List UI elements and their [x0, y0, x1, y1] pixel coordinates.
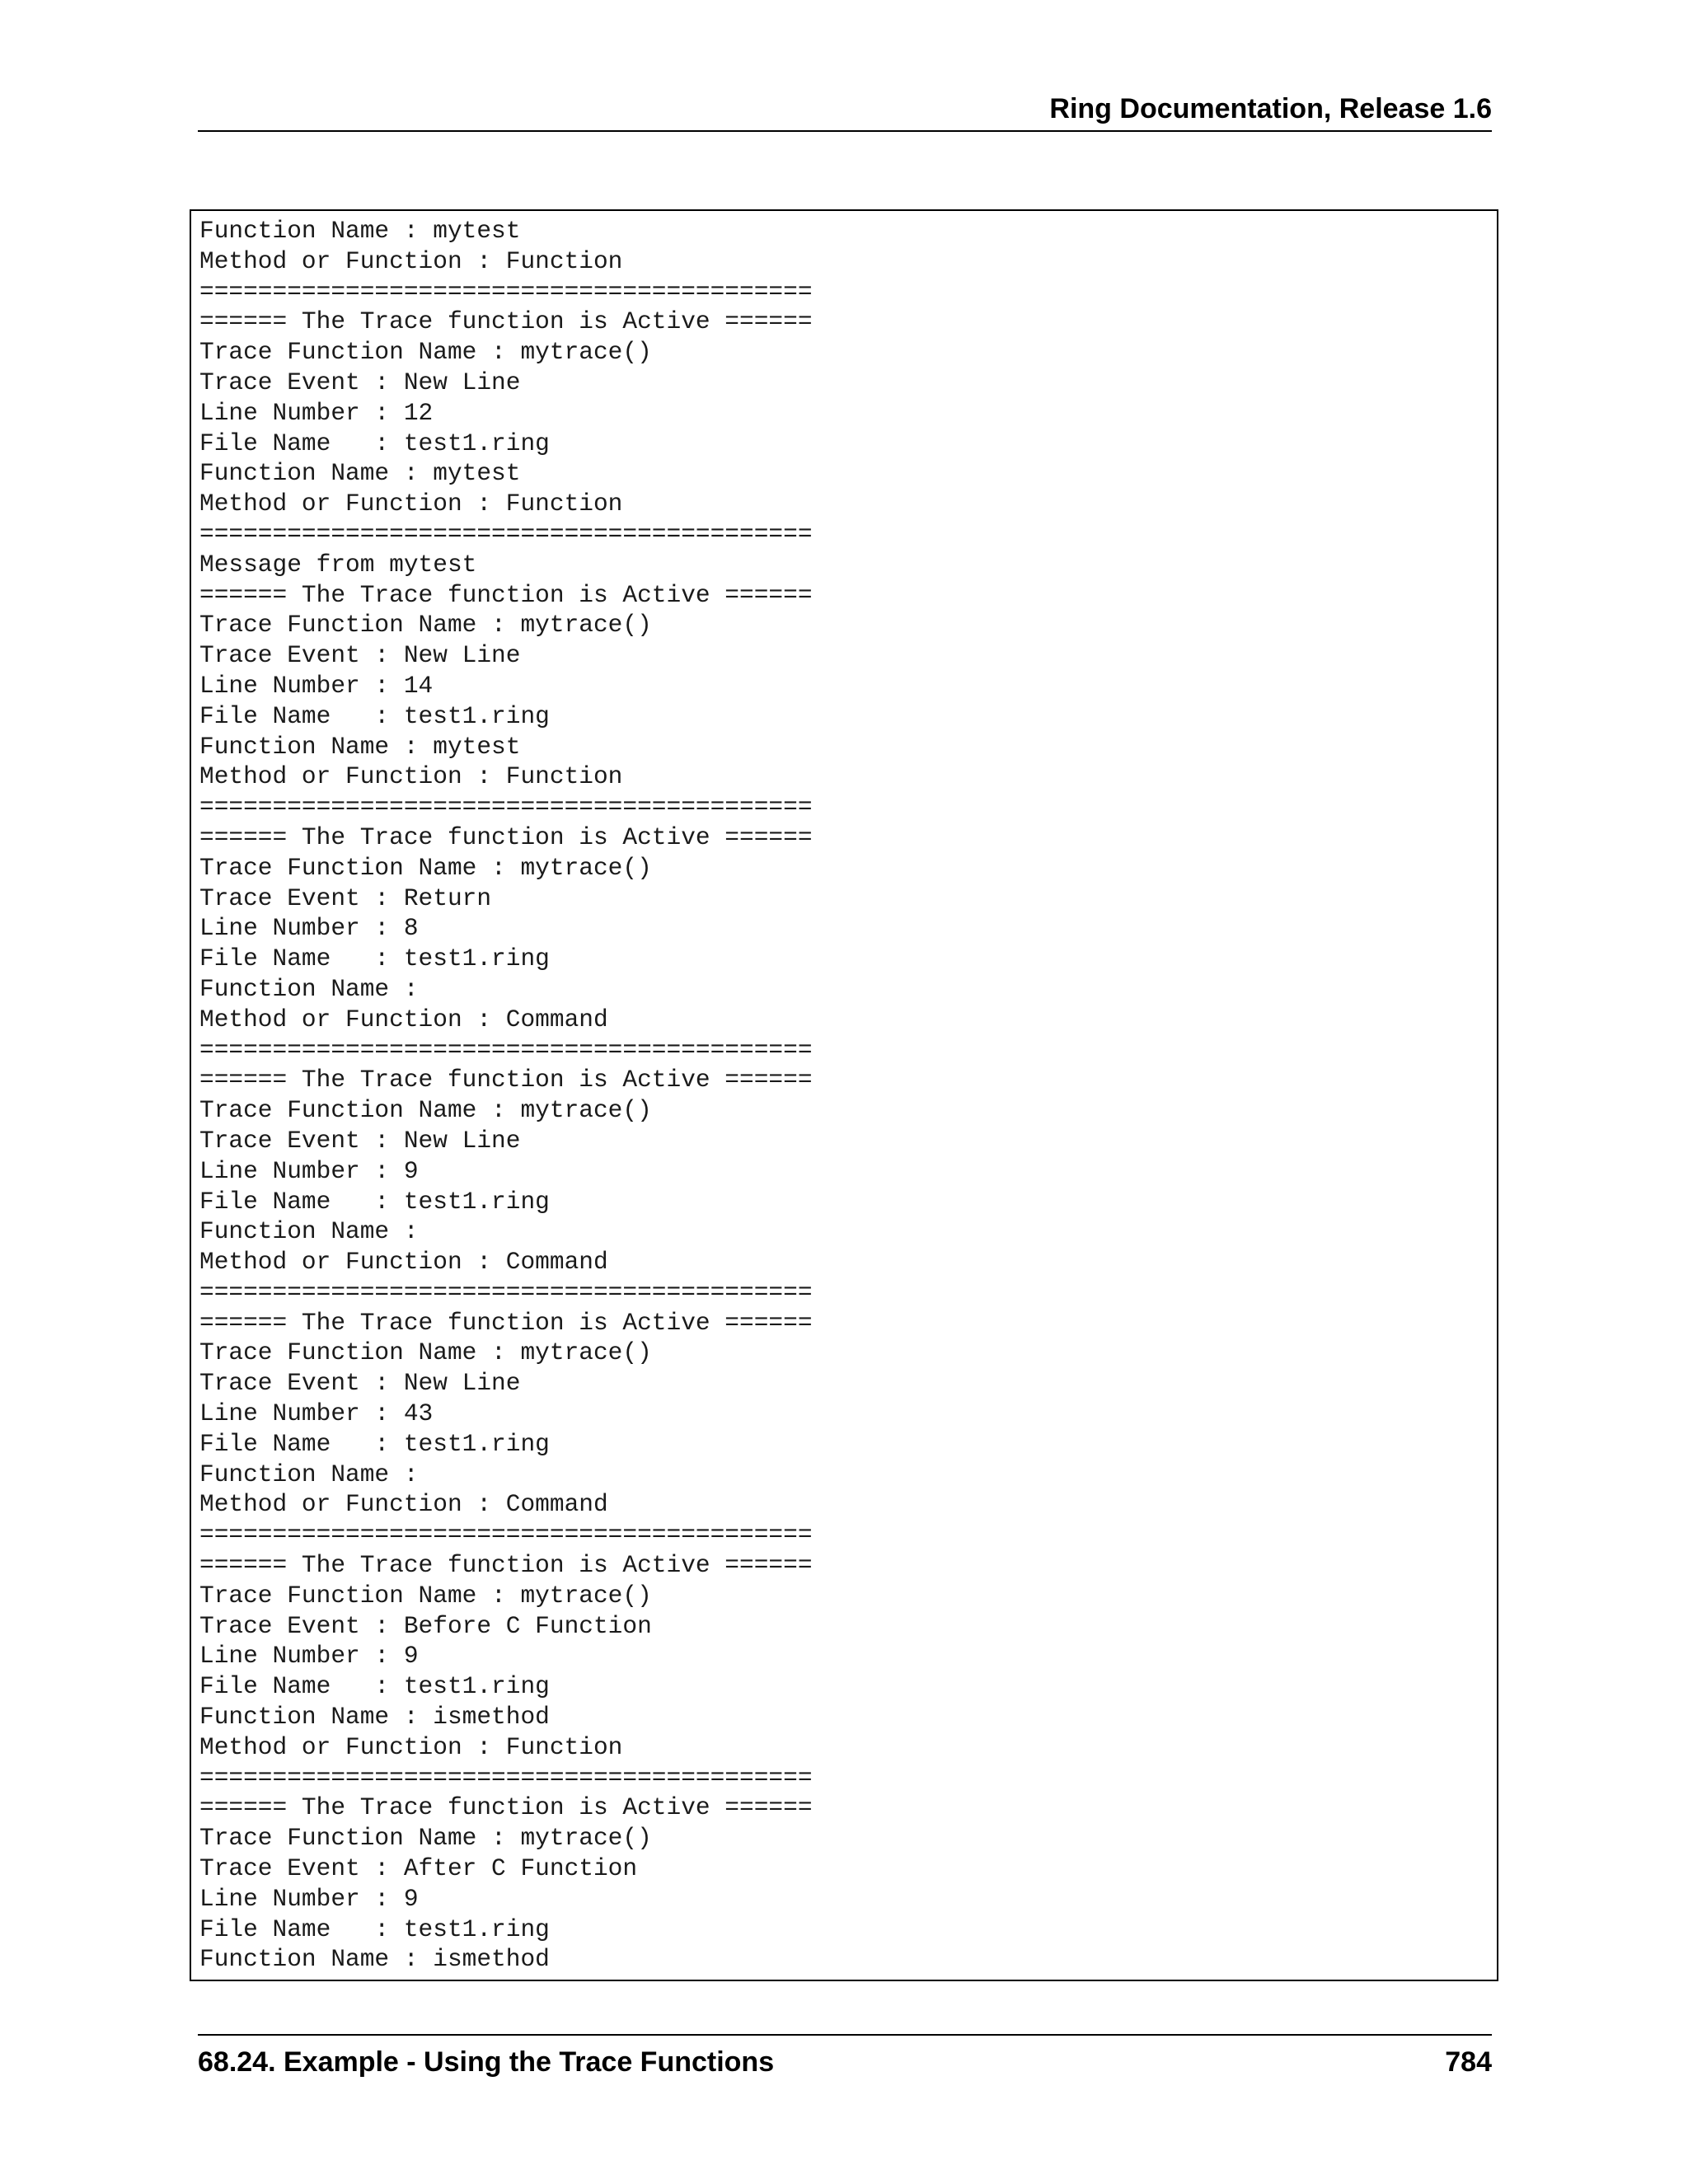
code-line: Trace Event : Before C Function	[199, 1611, 652, 1640]
code-lines	[199, 216, 813, 1975]
code-line: ====== The Trace function is Active ======	[199, 1793, 813, 1822]
code-line: ==========================================	[199, 277, 813, 306]
code-line: Function Name : mytest	[199, 732, 521, 761]
code-line: Trace Function Name : mytrace()	[199, 853, 652, 882]
code-line: ==========================================	[199, 519, 813, 548]
code-line: Method or Function : Function	[199, 246, 623, 275]
code-line: Line Number : 43	[199, 1399, 434, 1428]
code-line: Trace Function Name : mytrace()	[199, 1581, 652, 1610]
code-line: ====== The Trace function is Active ======	[199, 580, 813, 609]
code-line: File Name : test1.ring	[199, 944, 550, 973]
code-line: Trace Event : New Line	[199, 1369, 521, 1398]
code-line: ====== The Trace function is Active ======	[199, 1066, 813, 1094]
page-number: 784	[1445, 2046, 1492, 2078]
code-line: Message from mytest	[199, 550, 477, 579]
code-line: ====== The Trace function is Active ======	[199, 823, 813, 851]
code-line: Method or Function : Function	[199, 490, 623, 518]
code-line: Line Number : 8	[199, 914, 419, 943]
code-line: File Name : test1.ring	[199, 1429, 550, 1458]
code-line: ==========================================	[199, 793, 813, 822]
code-line: Line Number : 9	[199, 1642, 419, 1671]
code-line: Function Name :	[199, 974, 419, 1003]
code-line: ====== The Trace function is Active ======	[199, 1551, 813, 1580]
code-line: File Name : test1.ring	[199, 701, 550, 730]
code-line: Line Number : 12	[199, 398, 434, 427]
code-line: ====== The Trace function is Active ======	[199, 307, 813, 336]
code-output-block	[190, 209, 1498, 1981]
code-line: File Name : test1.ring	[199, 1672, 550, 1701]
code-line: Trace Function Name : mytrace()	[199, 1338, 652, 1367]
code-line: Trace Function Name : mytrace()	[199, 1096, 652, 1125]
code-line: ==========================================	[199, 1035, 813, 1064]
code-line: Method or Function : Command	[199, 1005, 608, 1033]
code-line: File Name : test1.ring	[199, 429, 550, 457]
code-line: File Name : test1.ring	[199, 1915, 550, 1943]
code-line: Trace Event : New Line	[199, 641, 521, 670]
code-line: Function Name :	[199, 1460, 419, 1488]
code-line: Trace Event : New Line	[199, 1126, 521, 1155]
code-line: Line Number : 9	[199, 1156, 419, 1185]
code-line: Function Name : mytest	[199, 217, 521, 245]
code-line: ==========================================	[199, 1521, 813, 1549]
code-line: ==========================================	[199, 1277, 813, 1306]
code-line: Function Name : mytest	[199, 459, 521, 488]
code-line: Method or Function : Function	[199, 1732, 623, 1761]
code-line: Function Name :	[199, 1217, 419, 1246]
code-line: Trace Event : Return	[199, 883, 492, 912]
code-line: Line Number : 9	[199, 1884, 419, 1913]
code-line: File Name : test1.ring	[199, 1187, 550, 1216]
page-footer	[198, 2034, 1492, 2085]
code-line: Function Name : ismethod	[199, 1703, 550, 1732]
code-line: Trace Event : New Line	[199, 368, 521, 396]
code-line: Method or Function : Command	[199, 1490, 608, 1519]
code-line: Line Number : 14	[199, 671, 434, 700]
code-line: ==========================================	[199, 1763, 813, 1792]
document-title: Ring Documentation, Release 1.6	[1049, 93, 1492, 124]
code-line: Method or Function : Command	[199, 1248, 608, 1277]
code-line: Trace Function Name : mytrace()	[199, 338, 652, 367]
page-header	[198, 91, 1492, 132]
code-line: Function Name : ismethod	[199, 1945, 550, 1974]
code-line: ====== The Trace function is Active ======	[199, 1308, 813, 1337]
section-title: 68.24. Example - Using the Trace Functions	[198, 2046, 775, 2078]
code-line: Trace Event : After C Function	[199, 1854, 638, 1883]
code-line: Trace Function Name : mytrace()	[199, 611, 652, 640]
code-line: Trace Function Name : mytrace()	[199, 1824, 652, 1853]
code-line: Method or Function : Function	[199, 762, 623, 791]
